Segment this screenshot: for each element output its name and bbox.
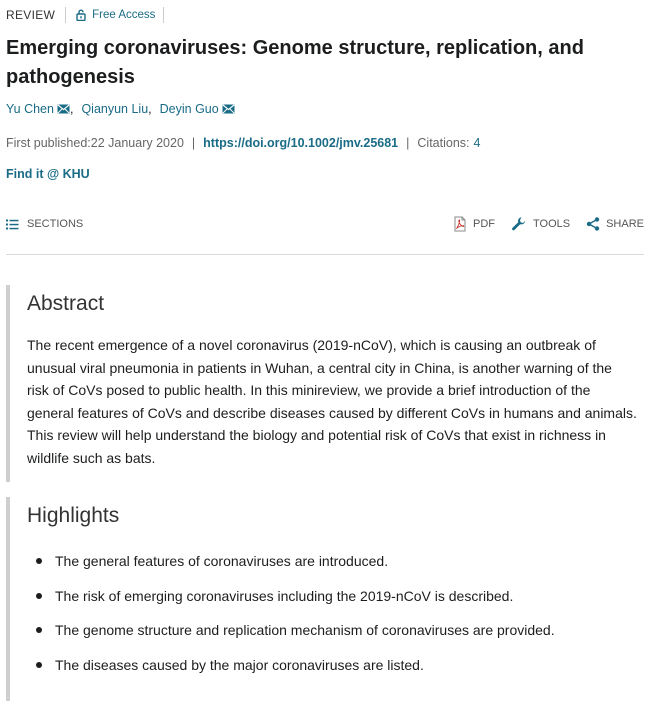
free-access-badge <box>76 9 155 21</box>
article-meta-bar <box>6 7 164 23</box>
citations-label: Citations: <box>417 136 470 150</box>
toolbar-actions <box>437 216 644 232</box>
article-type-label: REVIEW <box>6 8 56 22</box>
pdf-file-icon <box>453 216 467 232</box>
highlights-section <box>6 497 638 701</box>
find-it-link[interactable]: Find it @ KHU <box>6 167 90 181</box>
doi-link[interactable]: https://doi.org/10.1002/jmv.25681 <box>203 136 399 150</box>
tools-button[interactable] <box>511 216 570 232</box>
list-icon <box>6 219 19 230</box>
sections-label[interactable]: SECTIONS <box>27 218 84 230</box>
tools-label[interactable]: TOOLS <box>533 218 571 230</box>
article-toolbar <box>6 216 644 236</box>
first-published-label: First published: <box>6 136 91 150</box>
author-list <box>6 102 235 116</box>
separator: , <box>69 102 74 116</box>
divider <box>65 7 66 23</box>
abstract-section <box>6 285 638 482</box>
author-name[interactable]: Yu Chen <box>6 102 54 116</box>
abstract-text: The recent emergence of a novel coronavirus (2019‐nCoV), which is causing an outbreak of unusual viral pneumonia in patients in Wuhan, a central city in China, is another warning of the risk of CoVs posed to public health. In this minireview, we provide a brief introduction of the general features of CoVs and describe diseases caused by different CoVs in humans and animals. This review will help understand the biology and potential risk of CoVs that exist in richness in wildlife such as bats. <box>27 337 637 466</box>
author-name[interactable]: Deyin Guo <box>159 102 219 116</box>
envelope-icon[interactable] <box>57 104 70 114</box>
list-item: The diseases caused by the major coronaviruses are listed. <box>27 656 638 674</box>
author-link[interactable] <box>81 102 148 116</box>
abstract-heading: Abstract <box>27 292 105 315</box>
first-published-date: 22 January 2020 <box>90 136 184 150</box>
author-link[interactable] <box>6 102 70 116</box>
highlights-list <box>27 552 638 674</box>
free-access-label: Free Access <box>92 9 156 21</box>
citations-count-link[interactable]: 4 <box>473 136 481 150</box>
article-title: Emerging coronaviruses: Genome structure, replication, and pathogenesis <box>6 37 584 88</box>
share-icon <box>586 217 600 231</box>
lock-open-icon <box>76 9 86 21</box>
separator: , <box>148 102 152 116</box>
envelope-icon[interactable] <box>222 104 235 114</box>
author-link[interactable] <box>160 102 235 116</box>
share-button[interactable] <box>586 217 644 231</box>
wrench-icon <box>511 216 527 232</box>
divider <box>6 254 644 255</box>
divider <box>163 7 164 23</box>
list-item: The genome structure and replication mechanism of coronaviruses are provided. <box>27 621 638 639</box>
list-item: The risk of emerging coronaviruses including the 2019‐nCoV is described. <box>27 587 638 605</box>
pdf-button[interactable] <box>453 216 495 232</box>
share-label[interactable]: SHARE <box>606 218 644 230</box>
pdf-label[interactable]: PDF <box>473 218 495 230</box>
separator: | <box>191 136 196 150</box>
separator: | <box>406 136 410 150</box>
publication-info <box>6 136 480 150</box>
list-item: The general features of coronaviruses are introduced. <box>27 552 638 570</box>
author-name[interactable]: Qianyun Liu <box>81 102 149 116</box>
highlights-heading: Highlights <box>27 504 120 527</box>
sections-button[interactable] <box>6 218 83 230</box>
